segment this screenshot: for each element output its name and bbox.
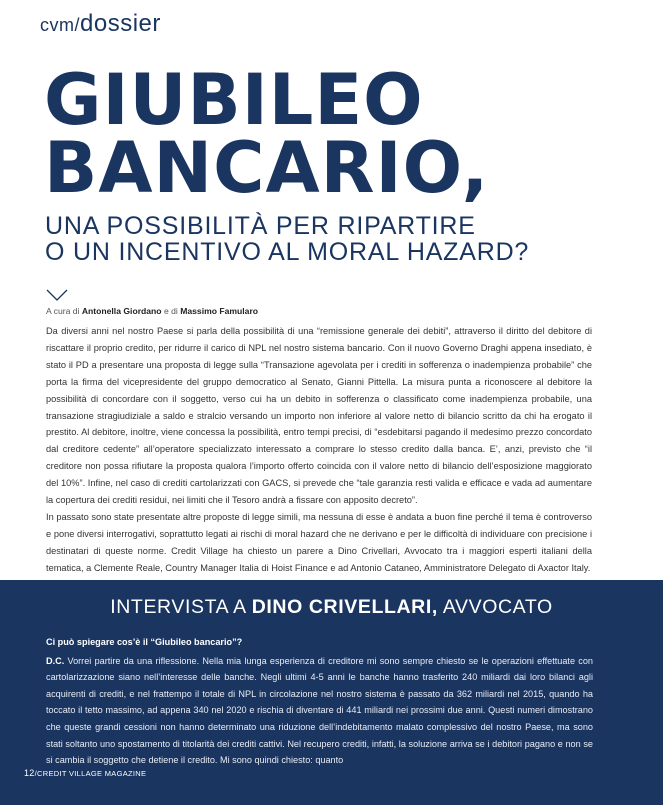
answer-tag: D.C. <box>46 655 65 666</box>
article-subtitle <box>45 213 529 265</box>
byline-prefix: A cura di <box>46 306 82 316</box>
article-title <box>44 59 490 209</box>
byline-author-2: Massimo Famularo <box>180 306 259 316</box>
interview-title-suffix: AVVOCATO <box>437 596 553 618</box>
kicker-prefix: cvm/ <box>40 15 80 35</box>
interview-qa <box>46 634 593 769</box>
chevron-down-icon <box>46 288 68 302</box>
byline-author-1: Antonella Giordano <box>81 306 162 316</box>
subtitle-line-2: O UN INCENTIVO AL MORAL HAZARD? <box>45 238 530 266</box>
footer-separator: / <box>34 769 38 778</box>
interview-title <box>0 596 663 619</box>
page-footer <box>24 768 146 778</box>
magazine-name: CREDIT VILLAGE MAGAZINE <box>37 769 147 778</box>
subtitle-line-1: UNA POSSIBILITÀ PER RIPARTIRE <box>45 212 476 240</box>
interview-title-prefix: INTERVISTA A <box>110 596 252 618</box>
byline-joiner: e di <box>161 306 181 316</box>
answer-text: Vorrei partire da una riflessione. Nella mia lunga esperienza di creditore mi sono sempre chiesto se le operazioni effettuate con cartolarizzazione siano nell’interesse delle banche. Negli ultimi 4-5 anni le banche hanno trasferito 240 miliardi dai loro bilanci agli acquirenti di crediti, e nel frattempo il totale di NPL in circolazione nel nostro sistema è passato da 362 miliardi nel 2015, quando ha toccato il tetto massimo, ad appena 340 nel 2020 e rischia di diventare di 441 miliardi nei prossimi due anni. Questi numeri dimostrano che queste grandi cessioni non hanno determinato una riduzione dell’indebitamento malato complessivo del nostro Paese, ma sono stati soltanto uno spostamento di titolarità dei crediti cattivi. Nel recupero crediti, infatti, la soluzione arriva se i debitori pagano e non se si cambia il soggetto che detiene il credito. Mi sono quindi chiesto: quanto <box>46 655 593 766</box>
title-line-2: BANCARIO, <box>44 127 490 209</box>
intro-paragraph-2: In passato sono state presentate altre proposte di legge simili, ma nessuna di esse è andata a buon fine perché il tema è controverso e pone diversi interrogativi, soprattutto legati ai rischi di moral hazard che ne derivano e per le difficoltà di individuare con precisione i destinatari di queste norme. Credit Village ha chiesto un parere a Dino Crivellari, Avvocato tra i maggiori esperti italiani della tematica, a Clemente Reale, Country Manager Italia di Hoist Finance e ad Antonio Cataneo, Amministratore Delegato di Axactor Italy. <box>46 511 592 573</box>
byline <box>46 306 258 316</box>
title-line-1: GIUBILEO <box>44 59 424 141</box>
kicker-section: dossier <box>80 10 161 37</box>
interview-box <box>0 580 663 805</box>
interview-title-name: DINO CRIVELLARI, <box>251 596 438 618</box>
page-number: 12 <box>24 768 35 778</box>
intro-paragraph-1: Da diversi anni nel nostro Paese si parla della possibilità di una “remissione generale dei debiti”, attraverso il diritto del debitore di riscattare il proprio credito, per ridurre il carico di NPL nel nostro sistema bancario. Con il nuovo Governo Draghi appena insediato, è stato il PD a presentare una proposta di legge sulla “Transazione agevolata per i crediti in sofferenza o inadempienza probabile” che porta la firma del vicepresidente del gruppo democratico al Senato, Gianni Pittella. La misura punta a riconoscere al debitore la possibilità di concordare con il soggetto, verso cui ha un debito in sofferenza o classificato come inadempienza probabile, una transazione stragiudiziale a saldo e stralcio versando un importo non inferiore al valore netto di bilancio scritto da chi ha erogato il prestito. Al debitore, inoltre, viene concessa la possibilità, entro tempi precisi, di “esdebitarsi pagando il medesimo prezzo concordato dal creditore cedente” all’operatore specializzato interessato a comprare lo stesso credito dalla banca. E’, anzi, previsto che “il creditore non possa rifiutare la proposta qualora l’importo offerto coincida con il valore netto di bilancio dell’esposizione maggiorato del 10%”. Infine, nel caso di crediti cartolarizzati con GACS, si prevede che “tale garanzia resti valida e efficace e vada ad aumentare la copertura dei crediti residui, nei limiti che il Tesoro andrà a fissare con apposito decreto”. <box>46 326 592 506</box>
intro-text <box>46 323 592 577</box>
interview-question: Ci può spiegare cos’è il “Giubileo bancario”? <box>46 637 243 647</box>
interview-answer <box>46 653 593 769</box>
section-kicker <box>40 10 161 39</box>
